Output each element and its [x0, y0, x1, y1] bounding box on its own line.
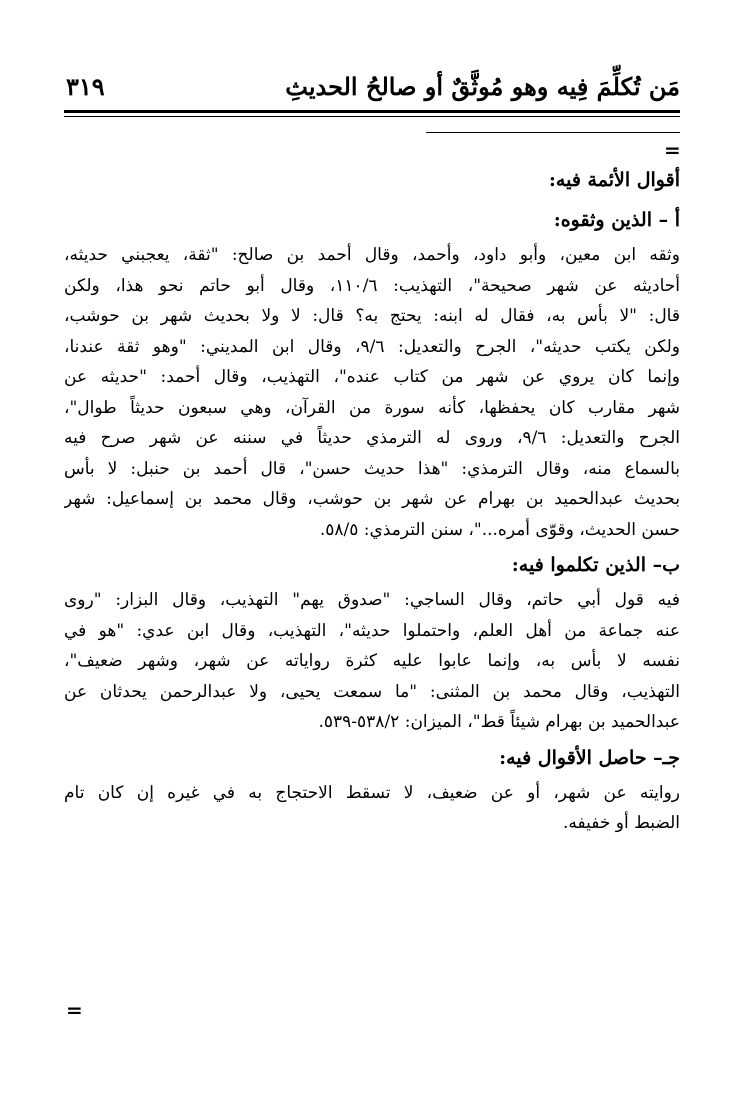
continuation-mark-bottom: = [66, 998, 83, 1022]
text-line: وإنما كان يروي عن شهر من كتاب عنده"، التهذيب، وقال أحمد: "حديثه عن [64, 367, 680, 387]
text-line: الضبط أو خفيفه. [562, 813, 680, 833]
page-number: ٣١٩ [66, 72, 105, 101]
text-line: نفسه لا بأس به، وإنما عابوا عليه كثرة رواياته عن شهر، وشهر ضعيف"، [64, 651, 680, 671]
text-line: روايته عن شهر، أو عن ضعيف، لا تسقط الاحتجاج به في غيره إن كان تام [64, 782, 680, 803]
continuation-mark-top: = [664, 138, 681, 162]
text-line: عنه جماعة من أهل العلم، واحتملوا حديثه"، التهذيب، وقال ابن عدي: "هو في [64, 620, 680, 641]
header-rule-thick [64, 110, 680, 113]
text-line: وثقه ابن معين، وأبو داود، وأحمد، وقال أحمد بن صالح: "ثقة، يعجبني حديثه، [64, 245, 680, 265]
section-a-heading: أ – الذين وثقوه: [553, 209, 680, 231]
text-line: بالسماع منه، وقال الترمذي: "هذا حديث حسن"، قال أحمد بن حنبل: لا بأس [64, 458, 680, 479]
text-line: فيه قول أبي حاتم، وقال الساجي: "صدوق يهم" التهذيب، وقال البزار: "روى [64, 590, 680, 610]
section-c-text [64, 778, 680, 839]
text-line: شهر مقارب كان يحفظها، كأنه سورة من القرآن، وهي سبعون حديثاً طوال"، [64, 397, 680, 418]
running-title: مَن تُكلِّمَ فِيه وهو مُوثَّقٌ أو صالحُ الحديثِ [285, 72, 680, 101]
main-heading: أقوال الأئمة فيه: [548, 169, 680, 191]
page-header [64, 68, 680, 108]
text-line: بحديث عبدالحميد بن بهرام عن شهر بن حوشب، وقال محمد بن إسماعيل: شهر [64, 489, 680, 509]
text-line: ولكن يكتب حديثه"، الجرح والتعديل: ٩/٦، وقال ابن المديني: "وهو ثقة عندنا، [64, 336, 680, 357]
section-b-heading: ب– الذين تكلموا فيه: [511, 554, 680, 576]
footnote-separator [426, 132, 680, 133]
footnote-body [64, 160, 680, 839]
section-c-heading: جـ– حاصل الأقوال فيه: [499, 746, 680, 769]
text-line: التهذيب، وقال محمد بن المثنى: "ما سمعت يحيى، ولا عبدالرحمن يحدثان عن [64, 681, 680, 702]
text-line: حسن الحديث، وقوّى أمره..."، سنن الترمذي: ٥٨/٥. [319, 519, 680, 540]
text-line: عبدالحميد بن بهرام شيئاً قط"، الميزان: ٥٣٨/٢-٥٣٩. [318, 712, 680, 732]
text-line: قال: "لا بأس به، فقال له ابنه: يحتج به؟ قال: لا ولا بحديث شهر بن حوشب، [64, 306, 680, 326]
section-b-text [64, 585, 680, 738]
text-line: أحاديثه عن شهر صحيحة"، التهذيب: ١١٠/٦، وقال أبو حاتم نحو هذا، ولكن [64, 275, 680, 296]
section-a-text [64, 240, 680, 545]
header-rule-thin [64, 116, 680, 117]
text-line: الجرح والتعديل: ٩/٦، وروى له الترمذي حديثاً في سننه عن شهر صرح فيه [64, 428, 680, 448]
